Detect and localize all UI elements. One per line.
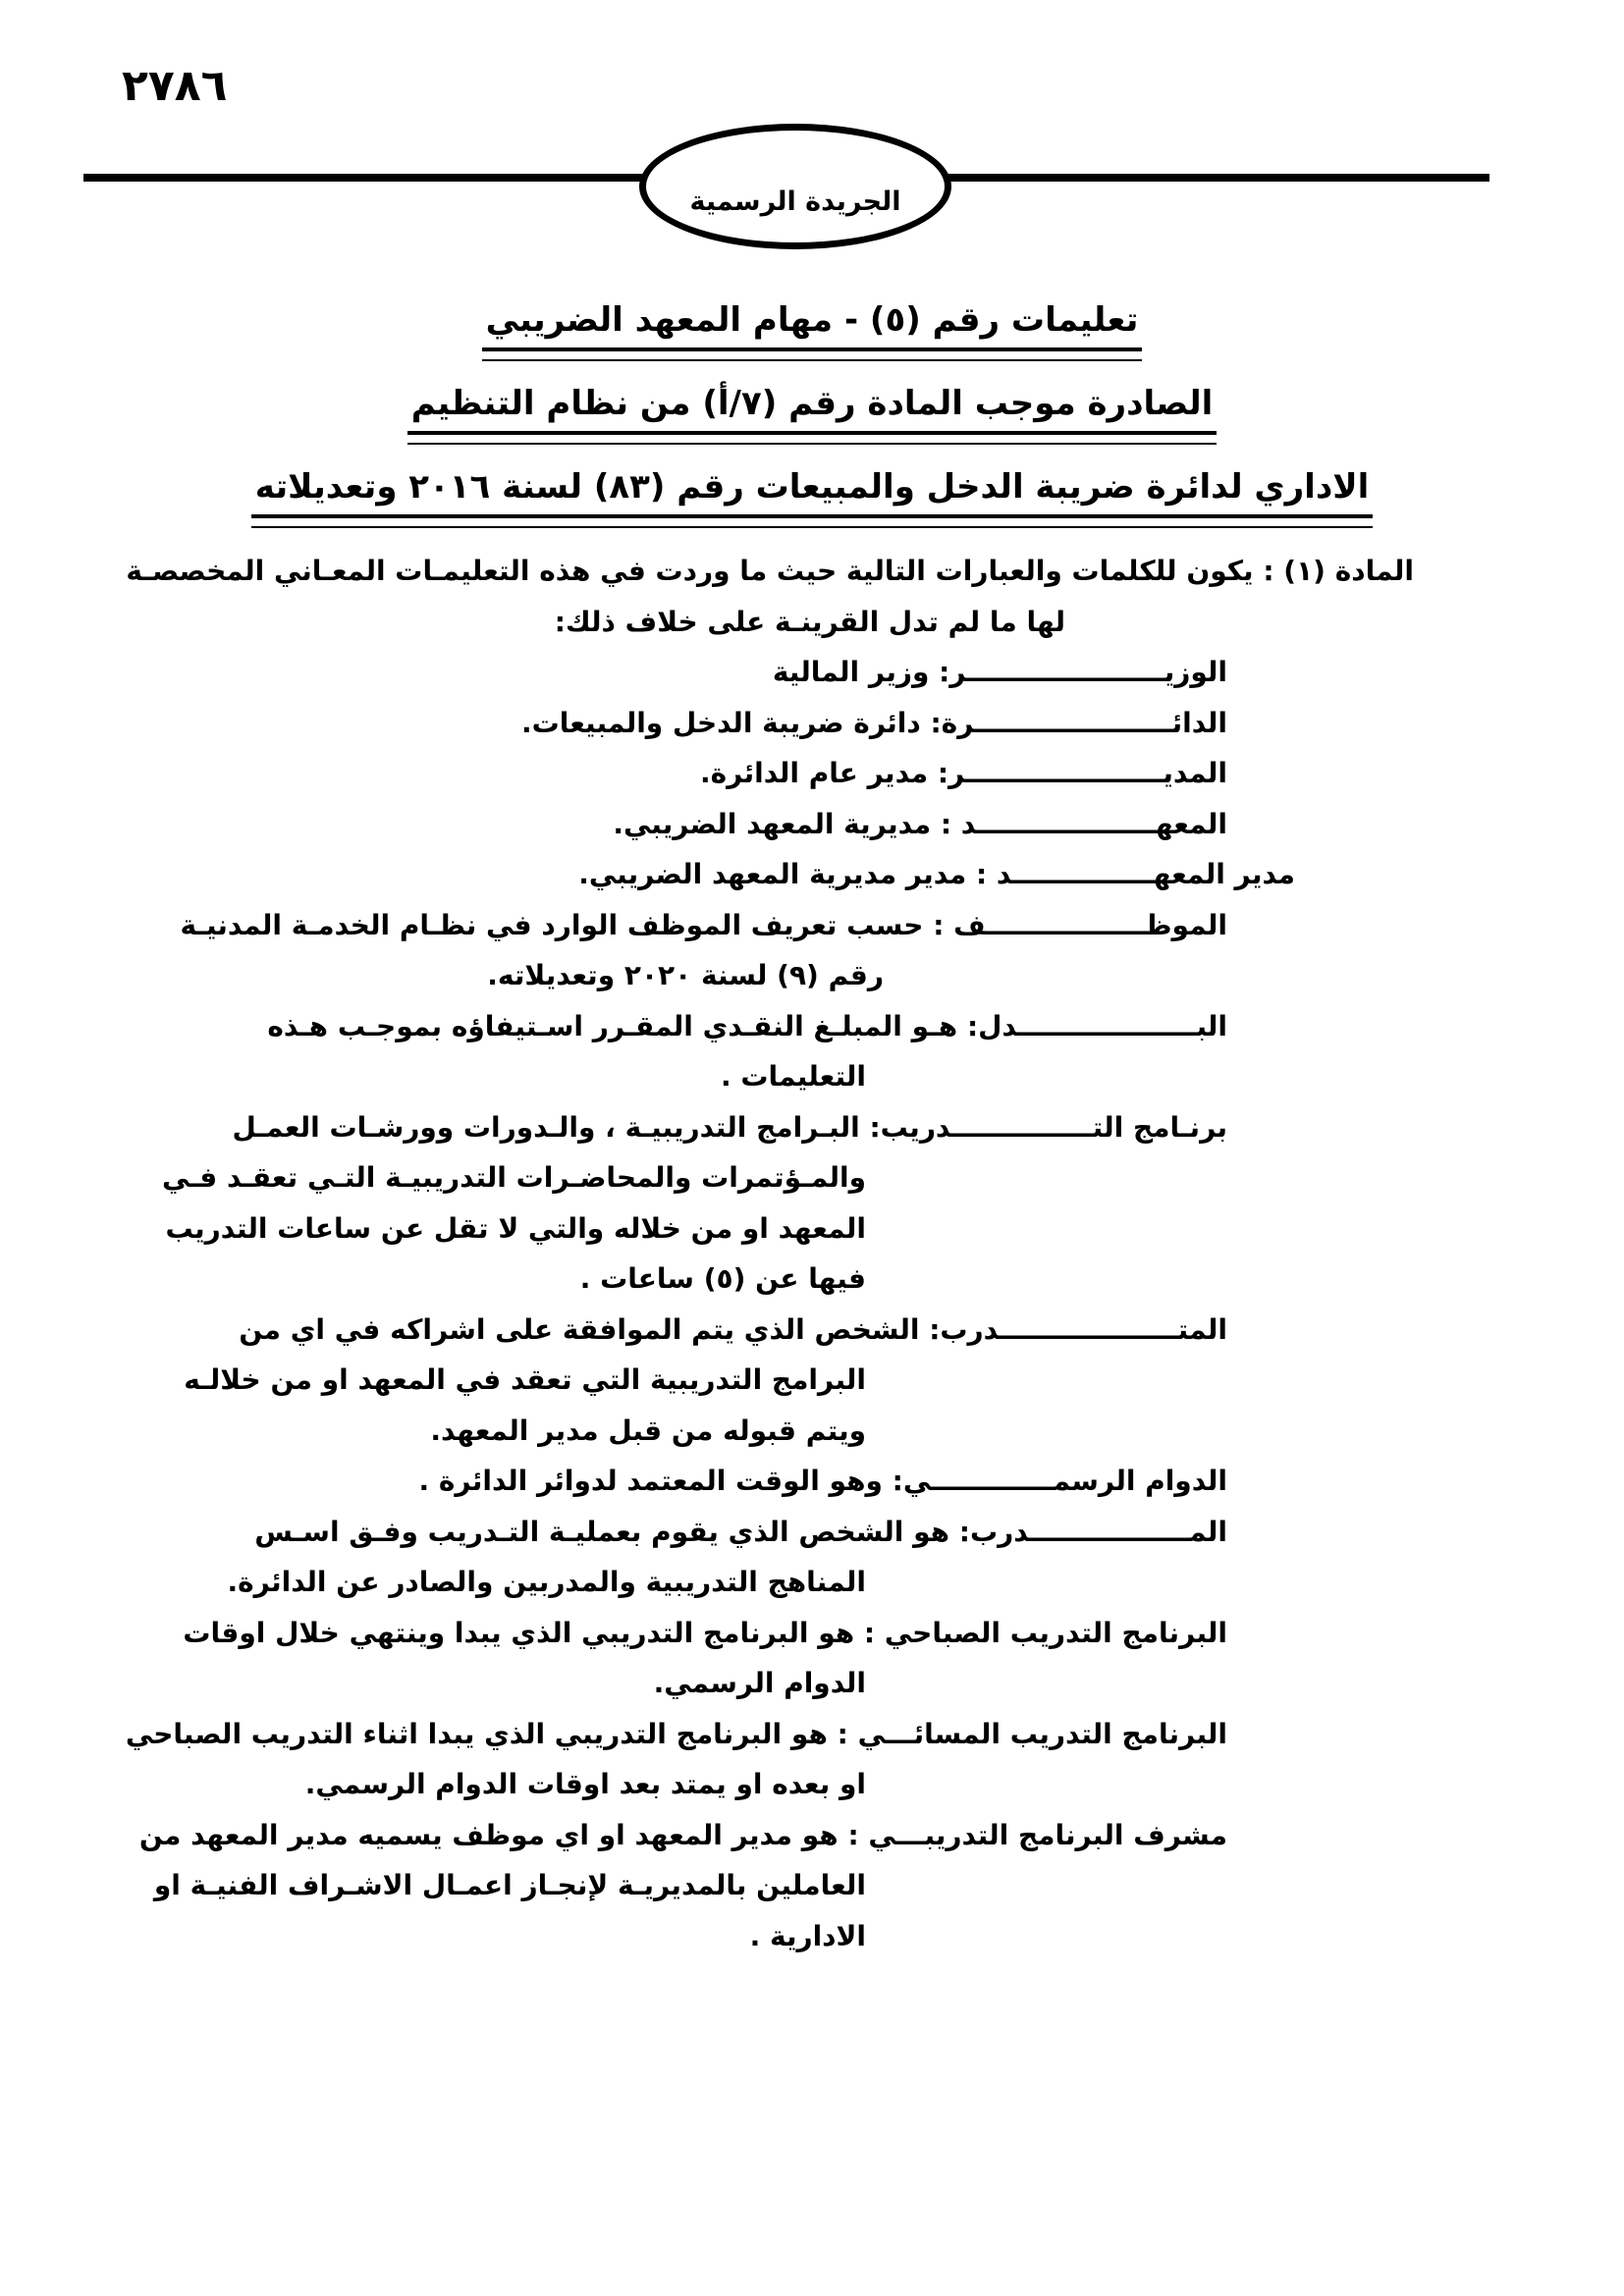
body-line: الدوام الرسمـــــــــــــي: وهو الوقت المعتمد لدوائر الدائرة .: [418, 1465, 1227, 1497]
body-line: الدائـــــــــــــــــــــرة: دائرة ضريبة الدخل والمبيعات.: [520, 706, 1227, 739]
title-line-1: [0, 294, 1624, 361]
body-line: المادة (١) : يكون للكلمات والعبارات التالية حيث ما وردت في هذه التعليمـات المعـاني المخصصـة: [126, 555, 1414, 587]
body-line: فيها عن (٥) ساعات .: [579, 1262, 866, 1295]
body-line: المعهد او من خلاله والتي لا تقل عن ساعات التدريب: [165, 1211, 866, 1245]
body-line: العاملين بالمديريـة لإنجـاز اعمـال الاشـراف الفنيـة او: [153, 1869, 866, 1901]
title-block: [0, 294, 1624, 545]
body: [125, 546, 1414, 1961]
body-line: مشرف البرنامج التدريبـــي : هو مدير المعهد او اي موظف يسميه مدير المعهد من: [138, 1818, 1227, 1851]
gazette-oval: [639, 124, 951, 249]
body-line: البرنامج التدريب الصباحي : هو البرنامج التدريبي الذي يبدا وينتهي خلال اوقات: [183, 1616, 1227, 1649]
title-text-1: تعليمات رقم (٥) - مهام المعهد الضريبي: [482, 294, 1143, 351]
title-line-2: [0, 378, 1624, 445]
body-line: مدير المعهـــــــــــــــد : مدير مديرية المعهد الضريبي.: [578, 858, 1295, 890]
title-line-3: [0, 461, 1624, 528]
body-line: المديـــــــــــــــــــــر: مدير عام الدائرة.: [700, 757, 1227, 789]
body-line: المتـــــــــــــــــــدرب: الشخص الذي يتم الموافقة على اشراكه في اي من: [239, 1312, 1227, 1346]
body-line: لها ما لم تدل القرينـة على خلاف ذلك:: [554, 605, 1065, 638]
body-line: ويتم قبوله من قبل مدير المعهد.: [430, 1414, 866, 1447]
title-text-2: الصادرة موجب المادة رقم (٧/أ) من نظام التنظيم: [407, 378, 1217, 435]
body-line: البـــــــــــــــــــدل: هـو المبلـغ النقـدي المقـرر اسـتيفاؤه بموجـب هـذه: [267, 1009, 1227, 1042]
body-line: التعليمات .: [720, 1060, 866, 1093]
body-line: البرنامج التدريب المسائـــي : هو البرنامج التدريبي الذي يبدا اثناء التدريب الصباحي: [125, 1717, 1227, 1750]
title-text-3: الاداري لدائرة ضريبة الدخل والمبيعات رقم (٨٣) لسنة ٢٠١٦ وتعديلاته: [251, 461, 1373, 518]
body-line: المعهـــــــــــــــــــد : مديرية المعهد الضريبي.: [613, 807, 1227, 840]
body-line: المناهج التدريبية والمدربين والصادر عن الدائرة.: [227, 1566, 866, 1598]
page-number: ٢٧٨٦: [122, 61, 228, 111]
body-line: الوزيـــــــــــــــــــــر: وزير المالية: [772, 656, 1227, 688]
body-line: الادارية .: [749, 1919, 866, 1952]
body-line: الدوام الرسمي.: [653, 1667, 866, 1699]
body-line: برنـامج التـــــــــــــــدريب: البـرامج التدريبيـة ، والـدورات وورشـات العمـل: [232, 1110, 1227, 1144]
body-line: رقم (٩) لسنة ٢٠٢٠ وتعديلاته.: [487, 959, 884, 991]
body-line: او بعده او يمتد بعد اوقات الدوام الرسمي.: [304, 1768, 866, 1800]
body-line: الموظـــــــــــــــــف : حسب تعريف الموظف الوارد في نظـام الخدمـة المدنيـة: [180, 908, 1227, 941]
body-line: والمـؤتمرات والمحاضـرات التدريبيـة التـي تعقـد فـي: [162, 1161, 866, 1194]
body-line: المـــــــــــــــــدرب: هو الشخص الذي يقوم بعمليـة التـدريب وفـق اسـس: [254, 1515, 1227, 1548]
body-line: البرامج التدريبية التي تعقد في المعهد او من خلالـه: [184, 1363, 866, 1396]
gazette-label: الجريدة الرسمية: [689, 186, 901, 217]
